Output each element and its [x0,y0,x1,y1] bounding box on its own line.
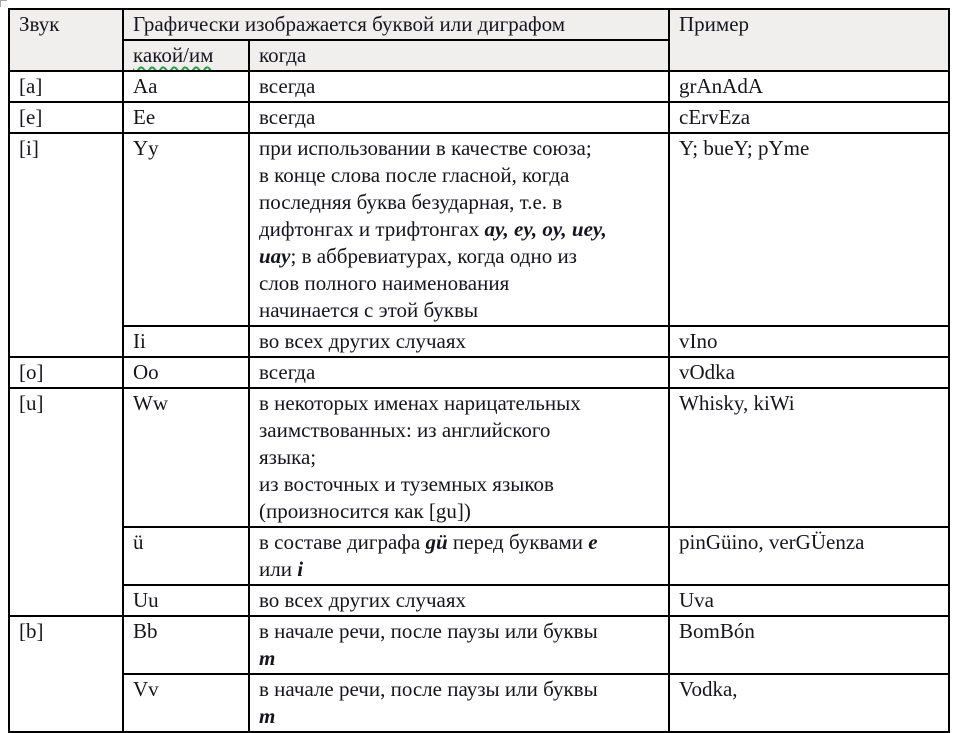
header-graphic: Графически изображается буквой или диграфом [123,9,669,40]
table-row [9,616,949,674]
header-which-label: какой/им [133,43,214,67]
header-sound: Звук [9,9,123,71]
when-emphasis-text: m [259,646,276,670]
when-cell [249,388,669,527]
when-text: в конце слова после гласной, когда [259,163,570,187]
when-text: всегда [259,360,316,384]
when-cell [249,133,669,326]
table-row [9,71,949,102]
when-cell [249,585,669,616]
header-example: Пример [669,9,949,71]
when-text: в начале речи, после паузы или буквы [259,677,598,701]
when-text: (произносится как [gu]) [259,499,471,523]
when-cell [249,674,669,732]
table-row [9,326,949,357]
when-emphasis-text: i [297,557,304,581]
when-text: в начале речи, после паузы или буквы [259,619,598,643]
when-text: или [259,557,298,581]
when-text: из восточных и туземных языков [259,472,554,496]
when-text: языка; [259,445,317,469]
table-row [9,357,949,388]
table-row [9,527,949,585]
when-text: во всех других случаях [259,588,467,612]
sound-cell: [o] [9,357,123,388]
sound-cell: [i] [9,133,123,357]
when-cell [249,527,669,585]
when-text: всегда [259,74,316,98]
when-cell [249,71,669,102]
header-row-1 [9,9,949,40]
phonetics-table [8,8,950,733]
example-cell: vIno [669,326,949,357]
when-text: при использовании в качестве союза; [259,136,592,160]
letter-cell: Yy [123,133,249,326]
example-cell: Vodka, [669,674,949,732]
letter-cell: ü [123,527,249,585]
when-cell [249,326,669,357]
when-text: в некоторых именах нарицательных [259,391,581,415]
example-cell: BomBón [669,616,949,674]
when-text: начинается с этой буквы [259,298,479,322]
example-cell: cErvEza [669,102,949,133]
example-cell: Y; bueY; pYme [669,133,949,326]
letter-cell: Bb [123,616,249,674]
letter-cell: Vv [123,674,249,732]
sound-cell: [u] [9,388,123,616]
when-emphasis-text: e [588,530,598,554]
when-emphasis-text: uay [259,244,291,268]
table-row [9,102,949,133]
table-header [9,9,949,71]
when-cell [249,357,669,388]
header-which [123,40,249,71]
example-cell: Whisky, kiWi [669,388,949,527]
when-emphasis-text: m [259,704,276,728]
letter-cell: Uu [123,585,249,616]
when-emphasis-text: ay, ey, oy, uey, [484,217,607,241]
when-text: заимствованных: из английского [259,418,551,442]
when-text: дифтонгах и трифтонгах [259,217,485,241]
table-handle-mark [0,0,7,7]
letter-cell: Ii [123,326,249,357]
sound-cell: [a] [9,71,123,102]
table-row [9,388,949,527]
example-cell: pinGüino, verGÜenza [669,527,949,585]
when-text: перед буквами [447,530,589,554]
when-text: всегда [259,105,316,129]
table-row [9,133,949,326]
when-text: в составе диграфа [259,530,426,554]
sound-cell: [e] [9,102,123,133]
letter-cell: Ww [123,388,249,527]
when-text: слов полного наименования [259,271,510,295]
example-cell: Uva [669,585,949,616]
when-emphasis-text: gü [425,530,448,554]
when-cell [249,616,669,674]
table-row [9,585,949,616]
letter-cell: Oo [123,357,249,388]
letter-cell: Ee [123,102,249,133]
letter-cell: Aa [123,71,249,102]
sound-cell: [b] [9,616,123,732]
table-row [9,674,949,732]
table-body [9,71,949,732]
when-text: во всех других случаях [259,329,467,353]
when-text: последняя буква безударная, т.е. в [259,190,563,214]
example-cell: grAnAdA [669,71,949,102]
example-cell: vOdka [669,357,949,388]
when-text: ; в аббревиатурах, когда одно из [290,244,577,268]
when-cell [249,102,669,133]
header-when: когда [249,40,669,71]
